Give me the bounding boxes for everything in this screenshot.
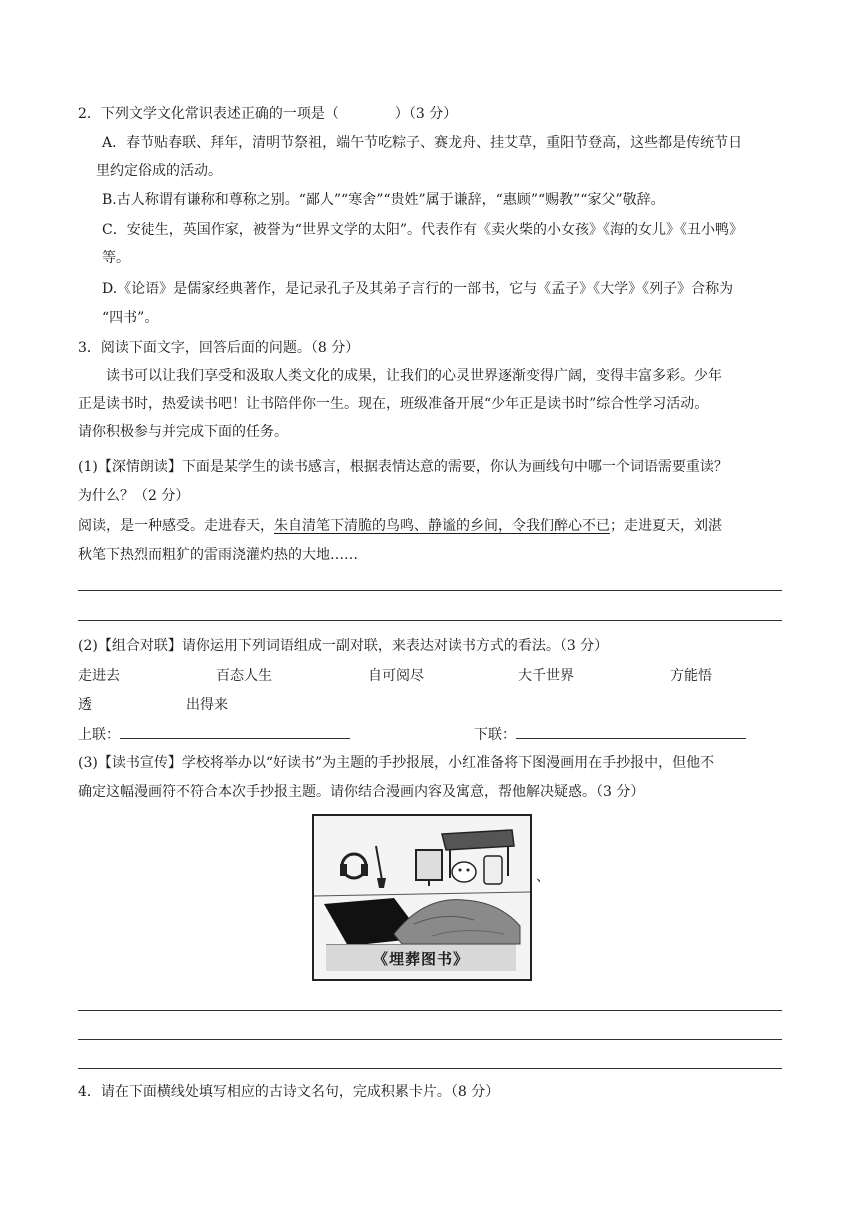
upper-couplet-blank[interactable] bbox=[120, 724, 350, 739]
lower-couplet-blank[interactable] bbox=[516, 724, 746, 739]
option-d-line-2: “四书”。 bbox=[102, 310, 159, 326]
stray-mark: 、 bbox=[536, 869, 550, 885]
subquestion-1-line-2: 为什么？（2 分） bbox=[78, 488, 190, 504]
cartoon-caption: 《埋葬图书》 bbox=[372, 950, 469, 968]
option-d-line-1: D.《论语》是儒家经典著作，是记录孔子及其弟子言行的一部书，它与《孟子》《大学》《列子》合称为 bbox=[102, 281, 734, 297]
underlined-sentence: 朱自清笔下清脆的鸟鸣、静谧的乡间，令我们醉心不已 bbox=[274, 518, 610, 534]
couplet-word: 走进去 bbox=[78, 668, 120, 684]
question-2-stem: 2．下列文学文化常识表述正确的一项是（ ）（3 分） bbox=[78, 106, 458, 122]
lower-couplet-row bbox=[474, 724, 746, 745]
couplet-word: 方能悟 bbox=[670, 668, 712, 684]
lower-couplet-label: 下联： bbox=[474, 727, 516, 743]
option-a-line-2: 里约定俗成的活动。 bbox=[96, 163, 222, 179]
subquestion-1-line-1: (1)【深情朗读】下面是某学生的读书感言，根据表情达意的需要，你认为画线句中哪一个词语需要重读？ bbox=[78, 459, 728, 475]
question-3-stem: 3．阅读下面文字，回答后面的问题。（8 分） bbox=[78, 340, 360, 356]
answer-line[interactable] bbox=[78, 1068, 782, 1069]
answer-line[interactable] bbox=[78, 620, 782, 621]
couplet-word: 出得来 bbox=[186, 697, 228, 713]
question-4-stem: 4．请在下面横线处填写相应的古诗文名句，完成积累卡片。（8 分） bbox=[78, 1084, 500, 1100]
passage-tail: ；走进夏天，刘湛 bbox=[610, 518, 722, 534]
intro-line-1: 读书可以让我们享受和汲取人类文化的成果，让我们的心灵世界逐渐变得广阔，变得丰富多彩。少年 bbox=[106, 368, 722, 384]
intro-line-3: 请你积极参与并完成下面的任务。 bbox=[78, 424, 288, 440]
subquestion-3-line-2: 确定这幅漫画符不符合本次手抄报主题。请你结合漫画内容及寓意，帮他解决疑惑。（3 分） bbox=[78, 784, 645, 800]
couplet-word: 大千世界 bbox=[518, 668, 574, 684]
option-a-line-1: A．春节贴春联、拜年，清明节祭祖，端午节吃粽子、赛龙舟、挂艾草，重阳节登高，这些都是传统节日 bbox=[102, 135, 743, 151]
subquestion-3-line-1: (3)【读书宣传】学校将举办以“好读书”为主题的手抄报展，小红准备将下图漫画用在手抄报中，但他不 bbox=[78, 755, 715, 771]
option-c-line-2: 等。 bbox=[102, 250, 130, 266]
subquestion-2: (2)【组合对联】请你运用下列词语组成一副对联，来表达对读书方式的看法。（3 分） bbox=[78, 638, 609, 654]
couplet-word: 自可阅尽 bbox=[368, 668, 424, 684]
answer-line[interactable] bbox=[78, 590, 782, 591]
intro-line-2: 正是读书时，热爱读书吧！让书陪伴你一生。现在，班级准备开展“少年正是读书时”综合性学习活动。 bbox=[78, 396, 709, 412]
option-b: B.古人称谓有谦称和尊称之别。“鄙人”“寒舍”“贵姓”属于谦辞，“惠顾”“赐教”“家父”敬辞。 bbox=[102, 192, 665, 208]
couplet-word: 百态人生 bbox=[216, 668, 272, 684]
option-c-line-1: C．安徒生，英国作家，被誉为“世界文学的太阳”。代表作有《卖火柴的小女孩》《海的女儿》《丑小鸭》 bbox=[102, 222, 744, 238]
passage-lead: 阅读，是一种感受。走进春天， bbox=[78, 518, 274, 534]
answer-line[interactable] bbox=[78, 1010, 782, 1011]
cartoon-caption-box bbox=[326, 944, 516, 971]
couplet-word: 透 bbox=[78, 697, 92, 713]
answer-line[interactable] bbox=[78, 1039, 782, 1040]
passage-line-1 bbox=[78, 516, 722, 536]
upper-couplet-label: 上联： bbox=[78, 727, 120, 743]
upper-couplet-row bbox=[78, 724, 350, 745]
passage-line-2: 秋笔下热烈而粗犷的雷雨浇灌灼热的大地…… bbox=[78, 547, 358, 563]
